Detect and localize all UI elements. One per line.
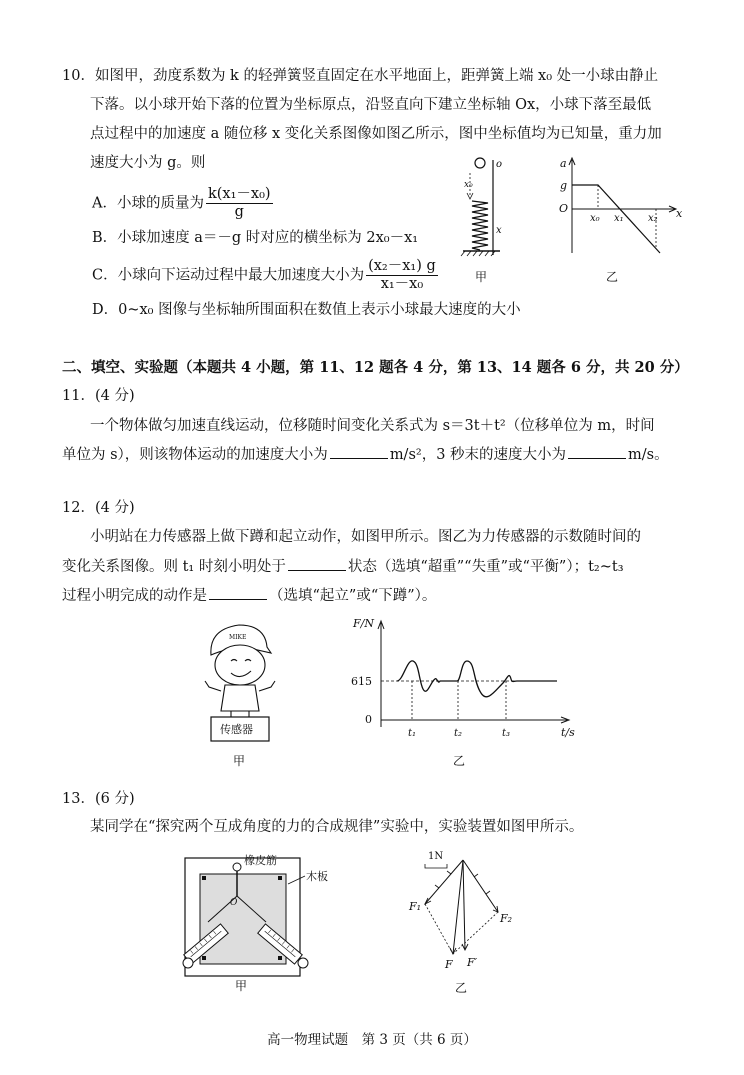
face-icon bbox=[215, 645, 265, 685]
f-label: F bbox=[445, 958, 453, 971]
q10-option-a bbox=[92, 186, 275, 221]
pull-ring-right-icon bbox=[298, 958, 308, 968]
q13-figure-jia bbox=[180, 850, 360, 1000]
vector-f1 bbox=[425, 860, 463, 904]
vector-f-prime bbox=[463, 860, 465, 950]
q12-jia-caption: 甲 bbox=[233, 754, 246, 768]
yi-label-x: x bbox=[676, 207, 683, 220]
board-label: 木板 bbox=[306, 870, 328, 883]
f-prime-label: F′ bbox=[467, 956, 478, 969]
f2-label: F₂ bbox=[500, 912, 513, 925]
sensor-label: 传感器 bbox=[220, 723, 253, 736]
yi-label-g: g bbox=[560, 179, 568, 192]
q12-figure-jia bbox=[195, 615, 285, 770]
f-axis-label: F/N bbox=[353, 617, 374, 630]
q10-option-c bbox=[92, 258, 440, 293]
y-tick-615: 615 bbox=[351, 675, 372, 688]
t2-label: t₂ bbox=[454, 728, 463, 739]
q12-line3 bbox=[62, 585, 436, 606]
q10-option-b: B．小球加速度 a＝－g 时对应的横坐标为 2x₀－x₁ bbox=[92, 230, 419, 246]
q10-figure-yi bbox=[550, 155, 690, 285]
pin-icon bbox=[278, 956, 282, 960]
q12-blank-state[interactable] bbox=[288, 556, 346, 571]
yi-label-x1: x₁ bbox=[614, 213, 624, 224]
pin-icon bbox=[202, 956, 206, 960]
force-time-curve bbox=[397, 661, 557, 697]
t1-label: t₁ bbox=[408, 728, 417, 739]
ball-icon bbox=[475, 158, 485, 168]
t3-label: t₃ bbox=[502, 728, 511, 739]
q10-stem-line1: 10．如图甲，劲度系数为 k 的轻弹簧竖直固定在水平地面上，距弹簧上端 x₀ 处一小球由静止 bbox=[62, 68, 659, 84]
q12-line2-part2: 状态（选填“超重”“失重”或“平衡”）；t₂~t₃ bbox=[347, 559, 624, 575]
yi-label-x2: x₂ bbox=[648, 213, 658, 224]
jia-label-x: x bbox=[496, 225, 502, 236]
q12-header: 12．(4 分) bbox=[62, 500, 135, 516]
q10-option-c-prefix: C．小球向下运动过程中最大加速度大小为 bbox=[92, 267, 365, 284]
q12-line3-part1: 过程小明完成的动作是 bbox=[62, 588, 207, 604]
q10-option-c-fraction bbox=[366, 258, 438, 293]
q11-blank-velocity[interactable] bbox=[568, 444, 626, 459]
paper-sheet bbox=[200, 874, 286, 964]
parallelogram-side-left bbox=[425, 904, 453, 954]
q11-line2 bbox=[62, 444, 669, 465]
q12-figure-yi bbox=[345, 615, 590, 770]
q11-line2-part2: m/s²，3 秒末的速度大小为 bbox=[389, 447, 567, 463]
point-o-label: O bbox=[230, 898, 238, 908]
q13-figure-yi bbox=[395, 842, 535, 1000]
scale-bar bbox=[425, 864, 447, 868]
q13-yi-caption: 乙 bbox=[455, 981, 468, 995]
q10-option-a-denominator: g bbox=[234, 204, 244, 220]
yi-label-x0: x₀ bbox=[590, 213, 600, 224]
q13-jia-caption: 甲 bbox=[235, 979, 248, 993]
spring-icon bbox=[472, 201, 488, 250]
q11-header: 11．(4 分) bbox=[62, 388, 135, 404]
q10-option-d: D．0~x₀ 图像与坐标轴所围面积在数值上表示小球最大速度的大小 bbox=[92, 302, 521, 318]
pull-ring-left-icon bbox=[183, 958, 193, 968]
q12-line2-part1: 变化关系图像。则 t₁ 时刻小明处于 bbox=[62, 559, 286, 575]
section2-heading: 二、填空、实验题（本题共 4 小题，第 11、12 题各 4 分，第 13、14 题各 6 分，共 20 分） bbox=[62, 359, 689, 376]
q10-stem-line4: 速度大小为 g。则 bbox=[90, 155, 206, 171]
q10-stem-line3: 点过程中的加速度 a 随位移 x 变化关系图像如图乙所示，图中坐标值均为已知量，重力加 bbox=[90, 126, 662, 142]
q11-line1: 一个物体做匀加速直线运动，位移随时间变化关系式为 s＝3t＋t²（位移单位为 m，时间 bbox=[90, 418, 655, 434]
f1-ticks bbox=[435, 871, 451, 888]
q13-header: 13．(6 分) bbox=[62, 791, 135, 807]
scale-label: 1N bbox=[428, 851, 444, 862]
pin-icon bbox=[278, 876, 282, 880]
q12-yi-caption: 乙 bbox=[453, 754, 466, 768]
q10-option-c-denominator: x₁－x₀ bbox=[380, 276, 424, 292]
q12-line3-part2: （选填“起立”或“下蹲”）。 bbox=[269, 588, 437, 604]
page-footer: 高一物理试题 第 3 页（共 6 页） bbox=[267, 1032, 477, 1048]
q10-option-a-numerator: k(x₁－x₀) bbox=[207, 186, 271, 202]
q13-line1: 某同学在“探究两个互成角度的力的合成规律”实验中，实验装置如图甲所示。 bbox=[90, 819, 584, 835]
q11-line2-part1: 单位为 s），则该物体运动的加速度大小为 bbox=[62, 447, 328, 463]
rubber-band-label: 橡皮筋 bbox=[244, 854, 277, 867]
yi-caption: 乙 bbox=[606, 270, 619, 284]
q12-line1: 小明站在力传感器上做下蹲和起立动作，如图甲所示。图乙为力传感器的示数随时间的 bbox=[90, 529, 641, 545]
q10-figure-jia bbox=[455, 155, 515, 285]
jia-label-o: o bbox=[496, 159, 503, 170]
q11-line2-part3: m/s。 bbox=[628, 447, 669, 463]
q10-option-a-prefix: A．小球的质量为 bbox=[92, 195, 204, 212]
vector-f bbox=[453, 860, 463, 954]
t-axis-label: t/s bbox=[561, 726, 575, 739]
f2-ticks bbox=[474, 874, 490, 894]
vector-f2 bbox=[463, 860, 498, 912]
q11-blank-acceleration[interactable] bbox=[330, 444, 388, 459]
y-tick-0: 0 bbox=[365, 713, 372, 726]
yi-label-origin: O bbox=[559, 202, 569, 215]
jia-caption: 甲 bbox=[475, 270, 488, 284]
parallelogram-side-right bbox=[453, 912, 498, 954]
fixed-point-icon bbox=[233, 863, 241, 871]
q12-line2 bbox=[62, 556, 624, 577]
body-icon bbox=[221, 685, 259, 711]
q12-blank-action[interactable] bbox=[209, 585, 267, 600]
jia-label-x0: x₀ bbox=[464, 180, 473, 190]
q10-stem-line2: 下落。以小球开始下落的位置为坐标原点，沿竖直向下建立坐标轴 Ox，小球下落至最低 bbox=[90, 97, 652, 113]
q10-option-c-numerator: (x₂－x₁) g bbox=[368, 258, 436, 274]
pin-icon bbox=[202, 876, 206, 880]
f1-label: F₁ bbox=[409, 900, 422, 913]
cap-text: MIKE bbox=[229, 634, 247, 641]
yi-label-a: a bbox=[560, 157, 567, 170]
q10-option-a-fraction bbox=[206, 186, 273, 221]
